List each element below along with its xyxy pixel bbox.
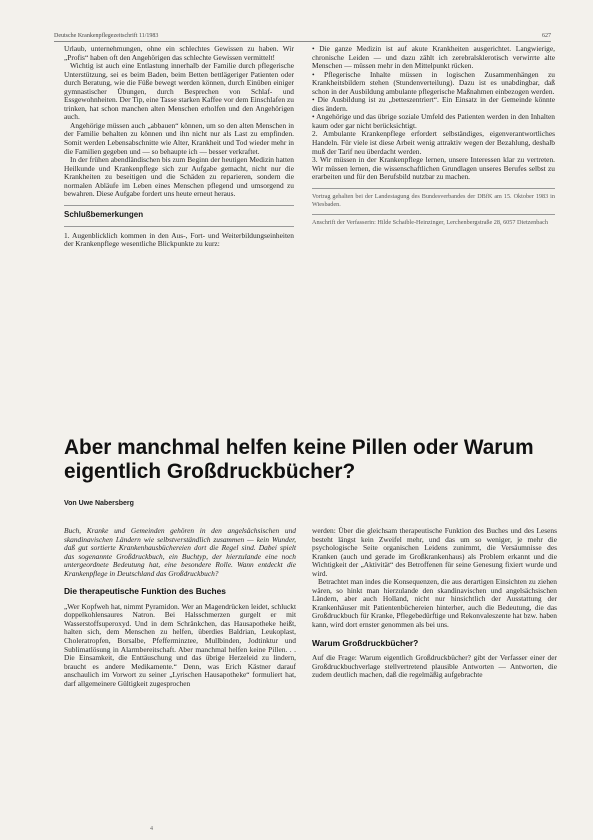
top-right-column [312,45,555,227]
article-intro: Buch, Kranke und Gemeinden gehören in den angelsächsischen und skandinavischen Ländern wie selbstverständlich zusammen — kein Wunder, daß gut sortierte Krankenhausbüchereien dort die Regel sind. Dabei spielt das sogenannte Großdruckbuch, ein Buchtyp, der hierzulande eine noch untergeordnete Bedeutung hat, eine besondere Rolle. Wann entdeckt die Krankenpflege in Deutschland das Großdruckbuch? [64,526,296,578]
subheading: Warum Großdruckbücher? [312,637,419,648]
divider [312,214,555,215]
section-heading: Schlußbemerkungen [64,210,144,220]
numbered-item: 2. Ambulante Krankenpflege erfordert selbständiges, eigenverantwortliches Handeln. Für viele ist diese Arbeit wenig attraktiv wegen der Bezahlung, deshalb muß der Tarif neu überdacht werden. [312,129,555,156]
article-right-column [312,527,557,680]
divider [64,226,294,227]
divider [312,188,555,189]
paragraph: Auf die Frage: Warum eigentlich Großdruckbücher? gibt der Verfasser einer der Großdruckbuchverlage stellvertretend plausible Antworten — Antworten, die zudem deutlich machen, daß die regelmäßig aufgebrachte [312,653,557,680]
author-address: Anschrift der Verfasserin: Hilde Schaible-Heinzinger, Lerchenbergstraße 28, 6057 Dietzenbach [312,219,548,227]
paragraph: „Wer Kopfweh hat, nimmt Pyramidon. Wer an Magendrücken leidet, schluckt doppelkohlensaures Natron. Bei Halsschmerzen gurgelt er mit Wasserstoffsuperoxyd. Und in dem Schränkchen, das Hausapotheke heißt, halten sich, dem Menschen zu helfen, überdies Baldrian, Leukoplast, Choleratropfen, Borsalbe, Pfefferminztee, Mullbinden, Jodtinktur und Sublimatlösung in Alarmbereitschaft. Aber manchmal helfen keine Pillen. . . Die Einsamkeit, die Enttäuschung und das übrige Herzeleid zu lindern, braucht es andere Medikamente.“ Denn, was Erich Kästner darauf anschaulich im Vorwort zu seiner „Lyrischen Hausapotheke“ formuliert hat, darf allgemeinere Gültigkeit zugesprochen [64,601,296,688]
bullet-item: • Angehörige und das übrige soziale Umfeld des Patienten werden in den Inhalten kaum oder gar nicht berücksichtigt. [312,112,555,130]
paragraph: In der frühen abendländischen bis zum Beginn der heutigen Medizin hatten Heilkunde und Krankenpflege sich zur Aufgabe gemacht, nicht nur die Krankheiten zu beseitigen und die Schäden zu reparieren, sondern die normalen Abläufe im Leben eines Menschen pflegend und umsorgend zu bewahren. Diese Aufgabe fordert uns heute erneut heraus. [64,155,294,199]
subheading: Die therapeutische Funktion des Buches [64,586,226,597]
footnote: Vortrag gehalten bei der Landestagung des Bundesverbandes der DBfK am 15. Oktober 1983 in Wiesbaden. [312,193,555,208]
numbered-item: 3. Wir müssen in der Krankenpflege lernen, unsere Interessen klar zu vertreten. Wir müssen lernen, die wissenschaftlichen Grundlagen unseres Berufes selbst zu erarbeiten und für den Berufsbild nutzbar zu machen. [312,155,555,182]
bullet-item: • Die ganze Medizin ist auf akute Krankheiten ausgerichtet. Langwierige, chronische Leiden — und dazu zählt ich zerebralsklerotisch verwirrte alte Menschen — müssen mehr in den Mittelpunkt rücken. [312,44,555,71]
article-author: Von Uwe Nabersberg [64,500,134,507]
running-header [54,33,551,42]
paragraph: 1. Augenblicklich kommen in den Aus-, Fort- und Weiterbildungseinheiten der Krankenpflege wesentliche Blickpunkte zu kurz: [64,230,294,249]
article-title: Aber manchmal helfen keine Pillen oder Warum eigentlich Großdruckbücher? [64,436,534,483]
paragraph: werden: Über die gleichsam therapeutische Funktion des Buches und des Lesens besteht längst kein Zweifel mehr, und das um so weniger, je mehr die psychologische Seite organischen Leidens zunimmt, die Versäumnisse des Kranken (auch und gerade im Großkrankenhaus) als Problem erkannt und die Wichtigkeit der „Aktivität“ des Betroffenen für seine Genesung fixiert wurde und wird. [312,526,557,578]
bullet-item: • Pflegerische Inhalte müssen in logischen Zusammenhängen zu Krankheitsbildern stehen (Stundenverteilung). Dazu ist es unabdingbar, daß schon in der Ausbildung ambulante pflegerische Maßnahmen einbezogen werden. [312,69,555,96]
paragraph: Urlaub, unternehmungen, ohne ein schlechtes Gewissen zu haben. Wir „Profis“ haben oft den Angehörigen das schlechte Gewissen vermittelt! [64,44,294,62]
page-number: 627 [542,33,551,39]
paragraph: Wichtig ist auch eine Entlastung innerhalb der Familie durch pflegerische Unterstützung, sei es beim Baden, beim Betten bettlägeriger Patienten oder durch Beratung, wie die Füße bewegt werden können, durch Einüben einiger gymnastischer Übungen, durch Besprechen von Schlaf- und Essgewohnheiten. Der Tip, eine Tasse starken Kaffee vor dem Einschlafen zu trinken, hat schon manchen alten Menschen erholfen und den Angehörigen auch. [64,61,294,122]
paragraph: Angehörige müssen auch „abbauen“ können, um so den alten Menschen in der Familie behalten zu können und ihn nicht nur als Last zu empfinden. Somit werden Lebensabschnitte wie Alter, Krankheit und Tod wieder mehr in die Familien gegeben und — so behaupte ich — besser verkraftet. [64,120,294,156]
page-mark: 4 [150,826,153,832]
divider [64,205,294,206]
top-left-column [64,45,294,249]
journal-name: Deutsche Krankenpflegezeitschrift 11/1983 [54,33,159,39]
paragraph: Betrachtet man indes die Konsequenzen, die aus derartigen Einsichten zu ziehen wären, so hinkt man hierzulande den skandinavischen und angelsächsischen Ländern, aber auch Holland, nicht nur hinsichtlich der Ausstattung der Krankenhäuser mit Patientenbüchereien hinterher, auch die Bedeutung, die das Großdruckbuch für Kranke, Pflegebedürftige und Rekonvaleszente hat bzw. haben kann, wird dort ernster genommen als bei uns. [312,577,557,630]
bullet-item: • Die Ausbildung ist zu „betteszentriert“. Ein Einsatz in der Gemeinde könnte dies ändern. [312,95,555,113]
article-left-column [64,527,296,688]
